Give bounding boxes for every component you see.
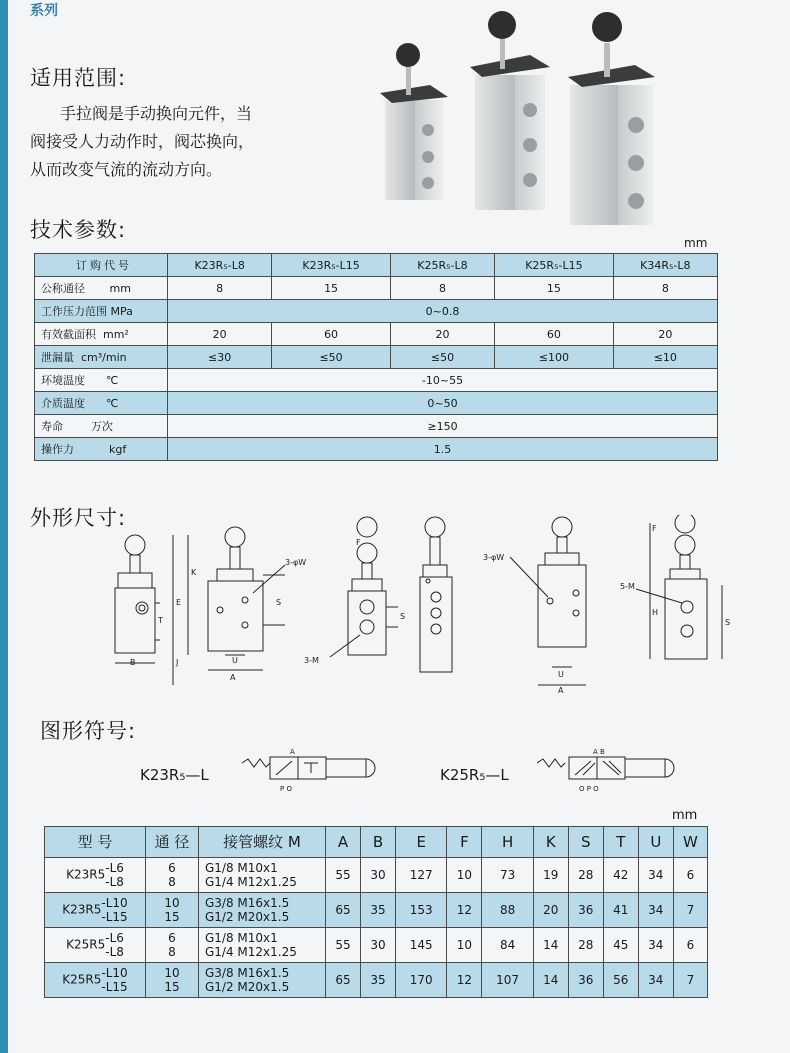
dim-label-f2: F bbox=[652, 524, 657, 533]
spec-cell: 34 bbox=[638, 963, 673, 998]
tech-cell: 15 bbox=[272, 277, 391, 300]
dimension-drawings bbox=[90, 515, 740, 695]
spec-cell: 7 bbox=[673, 893, 707, 928]
spec-cell: 73 bbox=[482, 858, 533, 893]
spec-row bbox=[45, 928, 708, 963]
symbol-k23-port-a: A bbox=[290, 748, 295, 756]
dim-label-a2: A bbox=[558, 686, 564, 695]
tech-row-label: 操作力 kgf bbox=[35, 438, 168, 461]
spec-cell: 45 bbox=[603, 928, 638, 963]
spec-thread: G1/8 M10x1 G1/4 M12x1.25 bbox=[199, 928, 326, 963]
spec-cell: 36 bbox=[568, 963, 603, 998]
tech-cell: 20 bbox=[390, 323, 494, 346]
spec-cell: 28 bbox=[568, 858, 603, 893]
tech-header-row bbox=[35, 254, 718, 277]
dim-label-u: U bbox=[232, 656, 238, 665]
tech-cell: 20 bbox=[168, 323, 272, 346]
spec-cell: 55 bbox=[326, 858, 361, 893]
spec-model: K25R5-L6 -L8 bbox=[45, 928, 146, 963]
spec-bore: 6 8 bbox=[146, 858, 199, 893]
spec-model: K25R5-L10 -L15 bbox=[45, 963, 146, 998]
spec-bore: 6 8 bbox=[146, 928, 199, 963]
tech-row-label: 工作压力范围 MPa bbox=[35, 300, 168, 323]
dim-label-f: F bbox=[356, 538, 361, 547]
spec-header: 接管螺纹 M bbox=[199, 827, 326, 858]
spec-row bbox=[45, 858, 708, 893]
tech-row bbox=[35, 392, 718, 415]
tech-unit: mm bbox=[684, 236, 708, 250]
spec-cell: 20 bbox=[533, 893, 568, 928]
spec-model: K23R5-L6 -L8 bbox=[45, 858, 146, 893]
scope-line-2: 阀接受人力动作时，阀芯换向， bbox=[30, 132, 255, 151]
symbol-k23-port-po: P O bbox=[280, 785, 292, 793]
spec-cell: 34 bbox=[638, 858, 673, 893]
tech-row bbox=[35, 438, 718, 461]
spec-cell: 7 bbox=[673, 963, 707, 998]
spec-header: U bbox=[638, 827, 673, 858]
tech-cell: ≤50 bbox=[390, 346, 494, 369]
tech-model: K23R₅-L8 bbox=[168, 254, 272, 277]
tech-row bbox=[35, 277, 718, 300]
tech-cell: ≤50 bbox=[272, 346, 391, 369]
spec-bore: 10 15 bbox=[146, 893, 199, 928]
tech-header-label: 订购代号 bbox=[35, 254, 168, 277]
spec-cell: 42 bbox=[603, 858, 638, 893]
dim-label-b: B bbox=[130, 658, 136, 667]
spec-cell: 30 bbox=[361, 928, 396, 963]
spec-cell: 14 bbox=[533, 963, 568, 998]
left-accent-bar bbox=[0, 0, 8, 1053]
spec-thread: G1/8 M10x1 G1/4 M12x1.25 bbox=[199, 858, 326, 893]
tech-cell: ≤100 bbox=[495, 346, 614, 369]
tech-cell: 20 bbox=[613, 323, 717, 346]
spec-cell: 88 bbox=[482, 893, 533, 928]
spec-cell: 55 bbox=[326, 928, 361, 963]
spec-header: E bbox=[396, 827, 447, 858]
symbol-k25-port-ab: A B bbox=[593, 748, 605, 756]
spec-header: K bbox=[533, 827, 568, 858]
tech-cell: -10~55 bbox=[168, 369, 718, 392]
spec-row bbox=[45, 963, 708, 998]
symbols-title: 图形符号: bbox=[40, 719, 137, 743]
spec-cell: 6 bbox=[673, 928, 707, 963]
spec-cell: 28 bbox=[568, 928, 603, 963]
dims-title: 外形尺寸: bbox=[30, 506, 127, 530]
tech-cell: ≤10 bbox=[613, 346, 717, 369]
spec-cell: 170 bbox=[396, 963, 447, 998]
spec-unit: mm bbox=[672, 808, 698, 823]
tech-row-label: 有效截面积 mm² bbox=[35, 323, 168, 346]
header-title: 系列 bbox=[30, 3, 58, 19]
spec-thread: G3/8 M16x1.5 G1/2 M20x1.5 bbox=[199, 893, 326, 928]
spec-model: K23R5-L10 -L15 bbox=[45, 893, 146, 928]
spec-cell: 145 bbox=[396, 928, 447, 963]
symbol-k25-label: K25R₅—L bbox=[440, 766, 509, 784]
spec-header: A bbox=[326, 827, 361, 858]
tech-cell: 15 bbox=[495, 277, 614, 300]
symbol-k25-port-opo: O P O bbox=[579, 785, 599, 793]
dim-label-j: J bbox=[176, 658, 179, 667]
tech-row bbox=[35, 415, 718, 438]
dim-label-a: A bbox=[230, 673, 236, 682]
spec-table bbox=[44, 826, 708, 998]
scope-line-3: 从而改变气流的流动方向。 bbox=[30, 160, 223, 179]
tech-cell: ≤30 bbox=[168, 346, 272, 369]
spec-cell: 12 bbox=[447, 963, 482, 998]
symbol-k25-diagram bbox=[535, 745, 685, 795]
spec-cell: 65 bbox=[326, 963, 361, 998]
tech-model: K23R₅-L15 bbox=[272, 254, 391, 277]
spec-cell: 14 bbox=[533, 928, 568, 963]
dim-label-s3: S bbox=[725, 618, 731, 627]
spec-cell: 30 bbox=[361, 858, 396, 893]
spec-cell: 36 bbox=[568, 893, 603, 928]
dim-label-5m: 5-M bbox=[620, 582, 635, 591]
tech-row bbox=[35, 300, 718, 323]
spec-row bbox=[45, 893, 708, 928]
tech-row-label: 公称通径 mm bbox=[35, 277, 168, 300]
spec-cell: 35 bbox=[361, 963, 396, 998]
dim-label-3w: 3-φW bbox=[285, 558, 307, 567]
tech-cell: ≥150 bbox=[168, 415, 718, 438]
dim-label-h: H bbox=[652, 608, 659, 617]
spec-header: B bbox=[361, 827, 396, 858]
spec-header-row bbox=[45, 827, 708, 858]
spec-header: W bbox=[673, 827, 707, 858]
tech-model: K34R₅-L8 bbox=[613, 254, 717, 277]
spec-header: T bbox=[603, 827, 638, 858]
scope-title: 适用范围: bbox=[30, 66, 127, 90]
dim-label-s2: S bbox=[400, 612, 406, 621]
tech-row bbox=[35, 369, 718, 392]
dim-label-s: S bbox=[276, 598, 282, 607]
tech-table bbox=[34, 253, 718, 461]
tech-row-label: 泄漏量 cm³/min bbox=[35, 346, 168, 369]
spec-cell: 10 bbox=[447, 858, 482, 893]
scope-text bbox=[30, 100, 330, 184]
spec-cell: 65 bbox=[326, 893, 361, 928]
tech-row-label: 介质温度 ℃ bbox=[35, 392, 168, 415]
spec-header: H bbox=[482, 827, 533, 858]
tech-row-label: 寿命 万次 bbox=[35, 415, 168, 438]
dim-label-3m: 3-M bbox=[304, 656, 319, 665]
spec-cell: 56 bbox=[603, 963, 638, 998]
spec-cell: 35 bbox=[361, 893, 396, 928]
spec-cell: 107 bbox=[482, 963, 533, 998]
spec-header: S bbox=[568, 827, 603, 858]
tech-cell: 0~0.8 bbox=[168, 300, 718, 323]
spec-header: 通 径 bbox=[146, 827, 199, 858]
spec-cell: 127 bbox=[396, 858, 447, 893]
tech-cell: 60 bbox=[495, 323, 614, 346]
spec-cell: 84 bbox=[482, 928, 533, 963]
tech-row bbox=[35, 346, 718, 369]
scope-line-1: 手拉阀是手动换向元件，当 bbox=[60, 104, 253, 123]
spec-cell: 41 bbox=[603, 893, 638, 928]
tech-cell: 8 bbox=[168, 277, 272, 300]
spec-cell: 34 bbox=[638, 928, 673, 963]
dim-label-k: K bbox=[191, 568, 197, 577]
tech-cell: 60 bbox=[272, 323, 391, 346]
symbol-k23-label: K23R₅—L bbox=[140, 766, 209, 784]
tech-cell: 8 bbox=[390, 277, 494, 300]
spec-bore: 10 15 bbox=[146, 963, 199, 998]
tech-model: K25R₅-L15 bbox=[495, 254, 614, 277]
spec-cell: 153 bbox=[396, 893, 447, 928]
tech-row bbox=[35, 323, 718, 346]
tech-cell: 8 bbox=[613, 277, 717, 300]
symbol-k23-diagram bbox=[240, 745, 385, 795]
dim-label-t: T bbox=[158, 616, 163, 625]
tech-model: K25R₅-L8 bbox=[390, 254, 494, 277]
tech-cell: 1.5 bbox=[168, 438, 718, 461]
tech-cell: 0~50 bbox=[168, 392, 718, 415]
dim-label-3w-2: 3-φW bbox=[483, 553, 505, 562]
tech-row-label: 环境温度 ℃ bbox=[35, 369, 168, 392]
spec-cell: 19 bbox=[533, 858, 568, 893]
tech-title: 技术参数: bbox=[30, 218, 127, 242]
valve-product-image bbox=[370, 5, 670, 230]
dim-label-e: E bbox=[176, 598, 182, 607]
dim-label-u2: U bbox=[558, 670, 564, 679]
spec-header: 型 号 bbox=[45, 827, 146, 858]
spec-cell: 6 bbox=[673, 858, 707, 893]
spec-cell: 10 bbox=[447, 928, 482, 963]
spec-cell: 34 bbox=[638, 893, 673, 928]
spec-header: F bbox=[447, 827, 482, 858]
spec-cell: 12 bbox=[447, 893, 482, 928]
spec-thread: G3/8 M16x1.5 G1/2 M20x1.5 bbox=[199, 963, 326, 998]
